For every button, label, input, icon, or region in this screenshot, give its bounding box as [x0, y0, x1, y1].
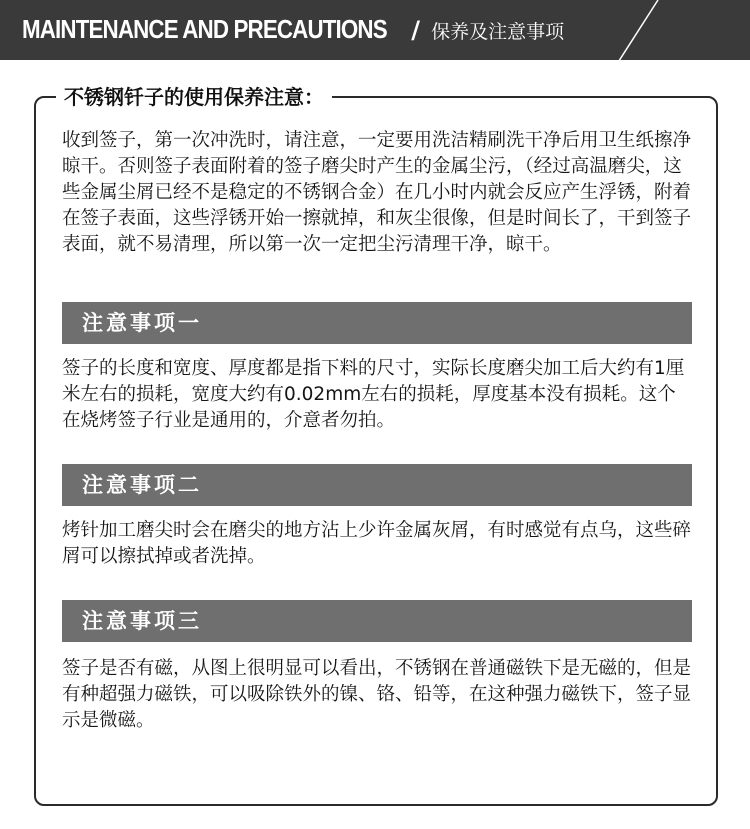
section-bar-3	[62, 600, 692, 642]
header-title	[22, 12, 564, 46]
section-bar-1	[62, 302, 692, 344]
header-slash-decoration	[600, 0, 750, 80]
header-title-en: MAINTENANCE AND PRECAUTIONS	[22, 14, 387, 44]
section-title-2: 注意事项二	[82, 473, 202, 497]
section-text-2: 烤针加工磨尖时会在磨尖的地方沾上少许金属灰屑，有时感觉有点乌，这些碎屑可以擦拭掉或者洗掉。	[62, 520, 692, 567]
section-title-3: 注意事项三	[82, 609, 202, 633]
section-bar-2	[62, 464, 692, 506]
notice-title: 不锈钢钎子的使用保养注意：	[56, 82, 332, 112]
header-separator: /	[411, 16, 421, 44]
section-text-1: 签子的长度和宽度、厚度都是指下料的尺寸，实际长度磨尖加工后大约有1厘米左右的损耗，宽度大约有0.02mm左右的损耗，厚度基本没有损耗。这个在烧烤签子行业是通用的，介意者勿拍。	[62, 358, 685, 431]
header-title-zh: 保养及注意事项	[431, 21, 565, 43]
section-text-3: 签子是否有磁，从图上很明显可以看出，不锈钢在普通磁铁下是无磁的，但是有种超强力磁铁，可以吸除铁外的镍、铬、铅等，在这种强力磁铁下，签子显示是微磁。	[62, 658, 692, 731]
intro-paragraph: 收到签子，第一次冲洗时，请注意，一定要用洗洁精刷洗干净后用卫生纸擦净晾干。否则签子表面附着的签子磨尖时产生的金属尘污，（经过高温磨尖，这些金属尘屑已经不是稳定的不锈钢合金）在几小时内就会反应产生浮锈，附着在签子表面，这些浮锈开始一擦就掉，和灰尘很像，但是时间长了，干到签子表面，就不易清理，所以第一次一定把尘污清理干净，晾干。	[62, 130, 692, 255]
header-bar	[0, 0, 750, 60]
section-title-1: 注意事项一	[82, 311, 202, 335]
